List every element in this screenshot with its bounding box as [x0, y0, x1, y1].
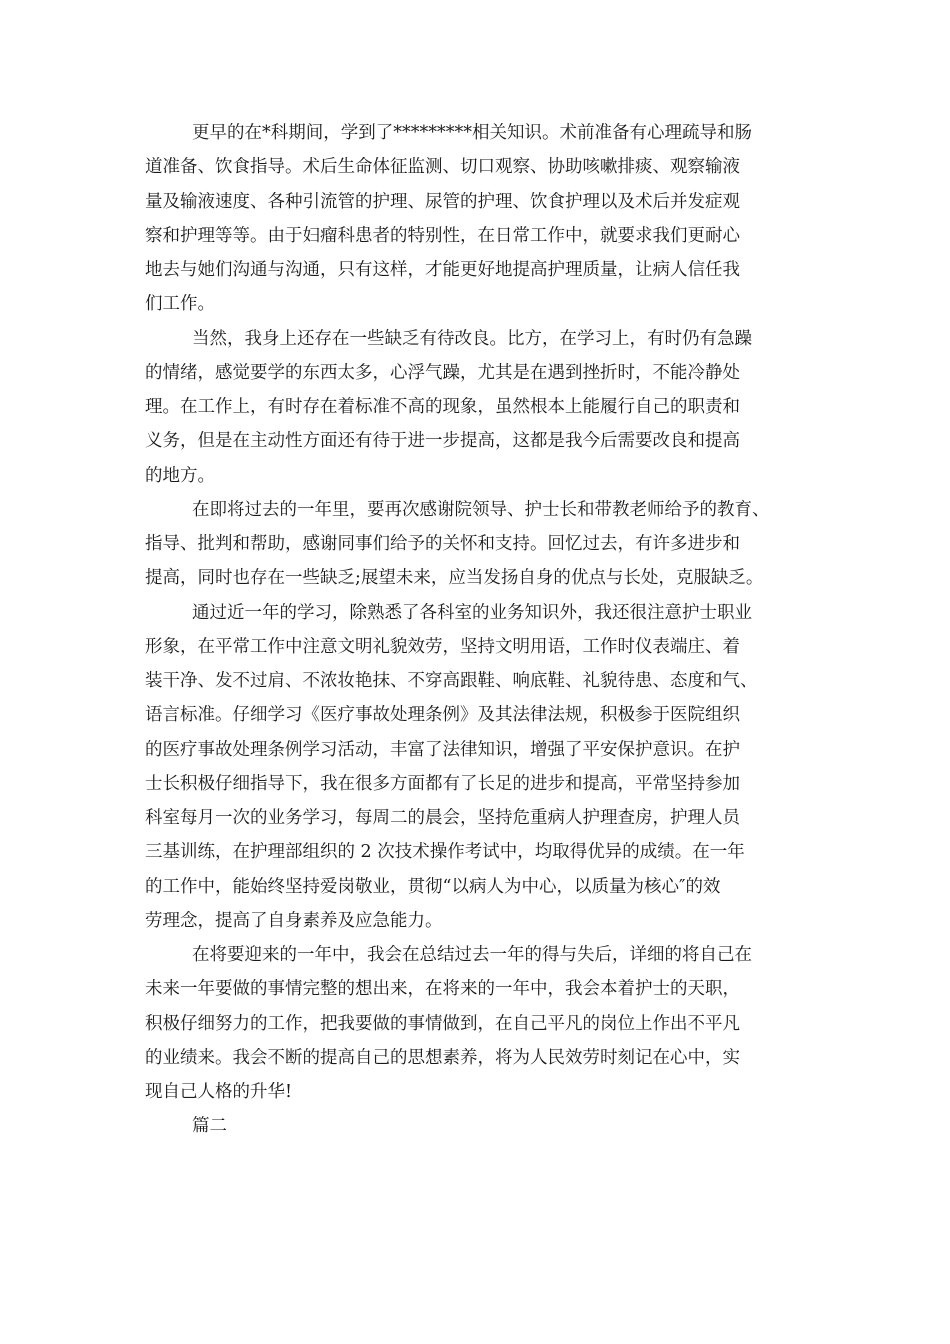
text-line: 指导、批判和帮助，感谢同事们给予的关怀和支持。回忆过去，有许多进步和: [145, 534, 740, 554]
text-line: 地去与她们沟通与沟通，只有这样，才能更好地提高护理质量，让病人信任我: [145, 260, 740, 280]
text-line: 量及输液速度、各种引流管的护理、尿管的护理、饮食护理以及术后并发症观: [145, 191, 740, 212]
text-line: 积极仔细努力的工作，把我要做的事情做到，在自己平凡的岗位上作出不平凡: [145, 1013, 740, 1034]
document-body: [145, 116, 825, 1144]
text-line: 理。在工作上，有时存在着标准不高的现象，虽然根本上能履行自己的职责和: [145, 397, 740, 417]
text-line: 士长积极仔细指导下，我在很多方面都有了长足的进步和提高，平常坚持参加: [145, 773, 740, 794]
text-line: 科室每月一次的业务学习，每周二的晨会，坚持危重病人护理查房，护理人员: [145, 808, 740, 828]
text-line: 装干净、发不过肩、不浓妆艳抹、不穿高跟鞋、响底鞋、礼貌待患、态度和气、: [145, 671, 758, 691]
text-line: 通过近一年的学习，除熟悉了各科室的业务知识外，我还很注意护士职业: [192, 602, 752, 623]
text-line: 的业绩来。我会不断的提高自己的思想素养，将为人民效劳时刻记在心中，实: [145, 1047, 740, 1068]
text-line: 在将要迎来的一年中，我会在总结过去一年的得与失后，详细的将自己在: [192, 945, 752, 965]
text-line: 篇二: [192, 1116, 227, 1137]
text-line: 在即将过去的一年里，要再次感谢院领导、护士长和带教老师给予的教育、: [192, 499, 770, 520]
text-line: 劳理念，提高了自身素养及应急能力。: [145, 910, 443, 931]
text-line: 道准备、饮食指导。术后生命体征监测、切口观察、协助咳嗽排痰、观察输液: [145, 157, 740, 178]
text-line: 义务，但是在主动性方面还有待于进一步提高，这都是我今后需要改良和提高: [145, 431, 740, 452]
text-line: 的医疗事故处理条例学习活动，丰富了法律知识，增强了平安保护意识。在护: [145, 739, 740, 760]
text-line: 的情绪，感觉要学的东西太多，心浮气躁，尤其是在遇到挫折时，不能冷静处: [145, 362, 740, 383]
text-line: 形象，在平常工作中注意文明礼貌效劳，坚持文明用语，工作时仪表端庄、着: [145, 636, 740, 657]
text-line: 提高，同时也存在一些缺乏;展望未来，应当发扬自身的优点与长处，克服缺乏。: [145, 568, 764, 589]
text-line: 的地方。: [145, 465, 215, 486]
text-line: 当然，我身上还存在一些缺乏有待改良。比方，在学习上，有时仍有急躁: [192, 328, 752, 349]
text-line: 们工作。: [145, 294, 215, 315]
text-line: 现自己人格的升华!: [145, 1082, 293, 1102]
text-line: 三基训练，在护理部组织的 2 次技术操作考试中，均取得优异的成绩。在一年: [145, 842, 745, 863]
text-line: 更早的在*科期间，学到了*********相关知识。术前准备有心理疏导和肠: [192, 123, 752, 143]
text-line: 语言标准。仔细学习《医疗事故处理条例》及其法律法规，积极参于医院组织: [145, 705, 740, 726]
text-line: 的工作中，能始终坚持爱岗敬业，贯彻“以病人为中心，以质量为核心″的效: [145, 876, 721, 897]
text-line: 未来一年要做的事情完整的想出来，在将来的一年中，我会本着护士的天职，: [145, 979, 740, 1000]
text-line: 察和护理等等。由于妇瘤科患者的特别性，在日常工作中，就要求我们更耐心: [145, 225, 740, 246]
